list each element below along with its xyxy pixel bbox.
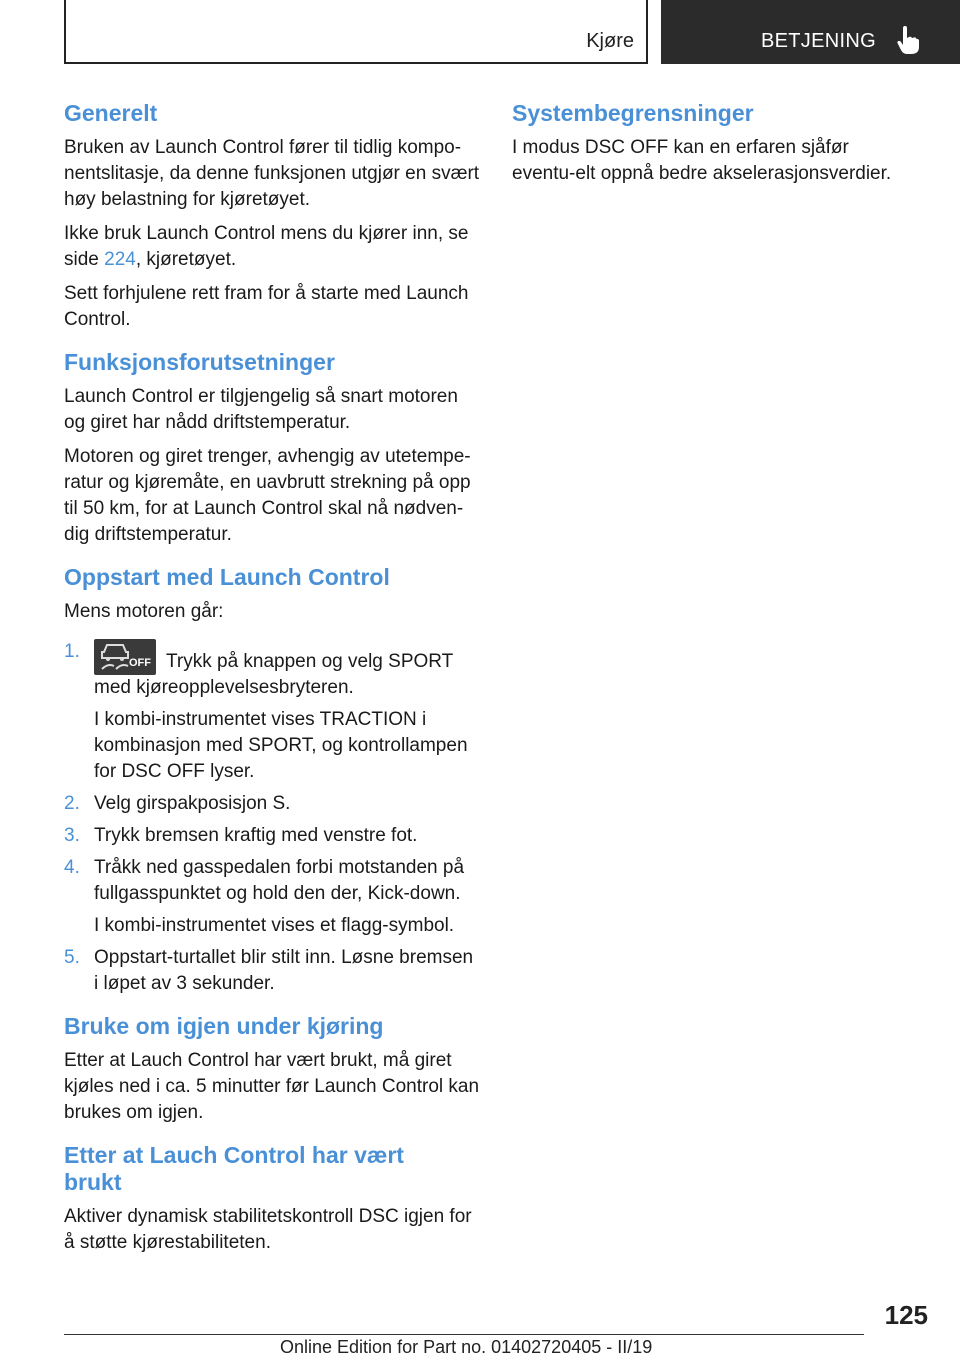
paragraph: Etter at Lauch Control har vært brukt, må giret kjøles ned i ca. 5 minutter før Launch Control kan brukes om igjen. <box>64 1050 480 1123</box>
footer-edition: Online Edition for Part no. 01402720405 - II/19 <box>280 1337 653 1357</box>
step-number: 2. <box>64 793 80 814</box>
step-number: 5. <box>64 947 80 968</box>
step-number: 1. <box>64 641 80 662</box>
step-text: Velg girspakposisjon S. <box>94 793 291 814</box>
paragraph: Bruken av Launch Control fører til tidlig kompo-nentslitasje, da denne funksjonen utgjør en svært høy belastning for kjøretøyet. <box>64 137 480 210</box>
header-chapter-box <box>661 0 960 64</box>
text-span: Trykk på knappen og velg SPORT med kjøreopplevelsesbryteren. <box>94 651 453 698</box>
list-item <box>64 855 480 939</box>
pointing-hand-icon <box>897 26 919 54</box>
step-note: I kombi-instrumentet vises et flagg-symbol. <box>94 915 455 936</box>
right-column <box>512 100 916 203</box>
section-etter-bruk <box>64 1142 480 1256</box>
dsc-off-button-icon <box>94 639 156 675</box>
text-span: , kjøretøyet. <box>135 249 237 270</box>
footer-divider <box>64 1334 864 1335</box>
list-item <box>64 791 480 817</box>
header-section-box <box>64 0 648 64</box>
section-systembegrensninger <box>512 100 916 187</box>
paragraph: Motoren og giret trenger, avhengig av utetempe-ratur og kjøremåte, en uavbrutt strekning på opp til 50 km, for at Launch Control skal nå nødven-dig driftstemperatur. <box>64 446 471 545</box>
paragraph: Mens motoren går: <box>64 601 224 622</box>
paragraph: I modus DSC OFF kan en erfaren sjåfør eventu-elt oppnå bedre akselerasjonsverdier. <box>512 137 892 184</box>
section-title: Etter at Lauch Control har vært brukt <box>64 1142 404 1195</box>
text-span: Ikke bruk Launch Control mens du kjører inn, se side <box>64 223 469 270</box>
list-item <box>64 639 480 785</box>
section-bruke-om-igjen <box>64 1013 480 1126</box>
header-section-title: Kjøre <box>586 30 634 52</box>
step-number: 4. <box>64 857 80 878</box>
paragraph: Sett forhjulene rett fram for å starte med Launch Control. <box>64 283 469 330</box>
list-item <box>64 823 480 849</box>
page-reference-link[interactable]: 224 <box>104 249 136 270</box>
section-generelt <box>64 100 480 333</box>
section-funksjonsforutsetninger <box>64 349 480 548</box>
section-title: Generelt <box>64 100 158 126</box>
section-title: Bruke om igjen under kjøring <box>64 1013 384 1039</box>
section-title: Oppstart med Launch Control <box>64 564 390 590</box>
list-item <box>64 945 480 997</box>
step-text <box>94 639 480 701</box>
step-number: 3. <box>64 825 80 846</box>
paragraph <box>64 221 480 273</box>
header-chapter-title: BETJENING <box>761 30 876 52</box>
paragraph: Aktiver dynamisk stabilitetskontroll DSC igjen for å støtte kjørestabiliteten. <box>64 1206 472 1253</box>
left-column <box>64 100 480 1272</box>
step-text: Oppstart-turtallet blir stilt inn. Løsne bremsen i løpet av 3 sekunder. <box>94 947 474 994</box>
section-oppstart <box>64 564 480 997</box>
section-title: Systembegrensninger <box>512 100 754 126</box>
step-note: I kombi-instrumentet vises TRACTION i kombinasjon med SPORT, og kontrollampen for DSC OFF lyser. <box>94 709 468 782</box>
button-off-label: OFF <box>129 657 151 669</box>
section-title: Funksjonsforutsetninger <box>64 349 335 375</box>
page-number: 125 <box>884 1300 928 1330</box>
paragraph: Launch Control er tilgjengelig så snart motoren og giret har nådd driftstemperatur. <box>64 386 458 433</box>
step-text: Tråkk ned gasspedalen forbi motstanden på fullgasspunktet og hold den der, Kick-down. <box>94 857 465 904</box>
step-text: Trykk bremsen kraftig med venstre fot. <box>94 825 418 846</box>
